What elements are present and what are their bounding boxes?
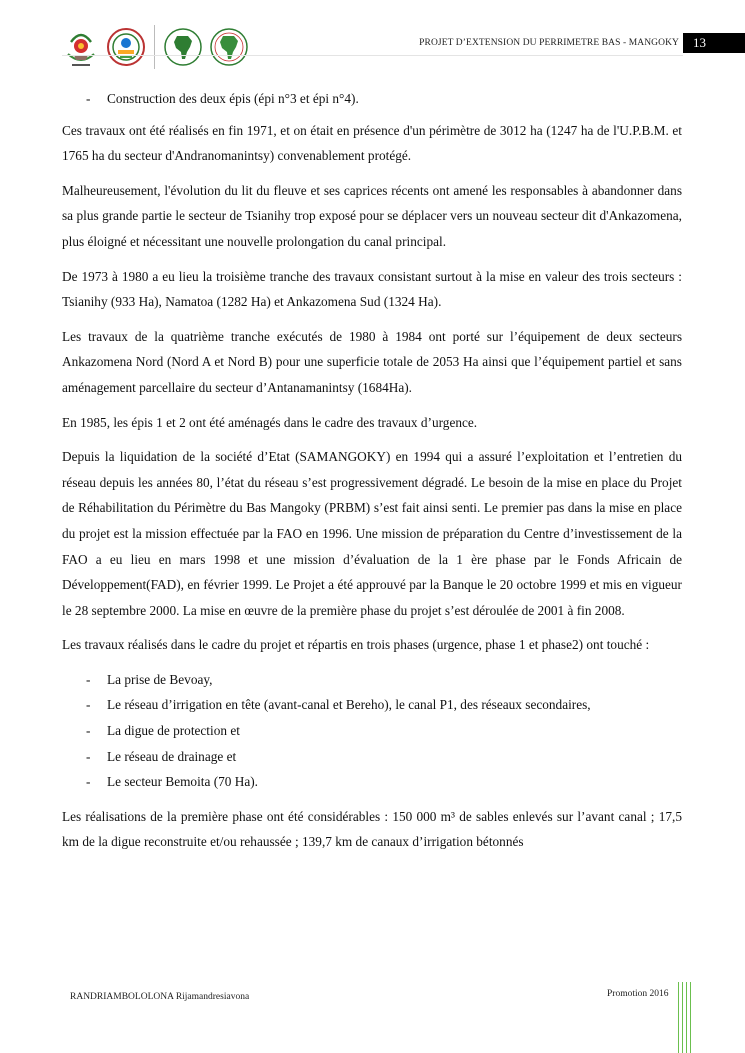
upbm-emblem-logo [106, 27, 146, 67]
paragraph: Depuis la liquidation de la société d’Etat (SAMANGOKY) en 1994 qui a assuré l’exploitation et l’entretien du réseau depuis les années 80, l’état du réseau s’est progressivement dégradé. Le besoin de la mise en place du Projet de Réhabilitation du Périmètre du Bas Mangoky (PRBM) s’est fait ainsi senti. Le premier pas dans la mise en place du projet est la mission effectuée par la FAO en 1996. Une mission de préparation du Centre d’investissement de la FAO a eu lieu en mars 1998 et une mission d’évaluation de la 1 ère phase par le Fonds Africain de Développement(FAD), en février 1999. Le Projet a été approuvé par la Banque le 20 octobre 1999 et mis en vigueur le 28 septembre 2000. La mise en œuvre de la première phase du projet s’est déroulée de 2001 à fin 2008. [62, 449, 682, 618]
list-item: - Le réseau de drainage et [62, 744, 682, 770]
african-development-bank-logo [163, 27, 203, 67]
list-item: - Le secteur Bemoita (70 Ha). [62, 769, 682, 795]
bullet-list-construction [62, 86, 682, 112]
paragraph: Les réalisations de la première phase ont été considérables : 150 000 m³ de sables enlevés sur l’avant canal ; 17,5 km de la digue reconstruite et/ou rehaussée ; 139,7 km de canaux d’irrigation bétonnés [62, 808, 682, 850]
paragraph: Malheureusement, l'évolution du lit du fleuve et ses caprices récents ont amené les responsables à abandonner dans sa plus grande partie le secteur de Tsianihy trop exposé pour se déplacer vers un nouveau secteur dit d'Ankazomena, plus éloigné et nécessitant une nouvelle prolongation du canal principal. [62, 182, 682, 249]
list-item: - Construction des deux épis (épi n°3 et épi n°4). [62, 86, 682, 112]
list-item: - Le réseau d’irrigation en tête (avant-canal et Bereho), le canal P1, des réseaux secondaires, [62, 692, 682, 718]
paragraph: De 1973 à 1980 a eu lieu la troisième tranche des travaux consistant surtout à la mise en valeur des trois secteurs : Tsianihy (933 Ha), Namatoa (1282 Ha) et Ankazomena Sud (1324 Ha). [62, 268, 682, 310]
paragraph: Les travaux de la quatrième tranche exécutés de 1980 à 1984 ont porté sur l’équipement de deux secteurs Ankazomena Nord (Nord A et Nord B) pour une superficie totale de 2053 Ha ainsi que l’équipement partiel et sans aménagement parcellaire du secteur d’Antanamanintsy (1684Ha). [62, 328, 682, 395]
paragraph: En 1985, les épis 1 et 2 ont été aménagés dans le cadre des travaux d’urgence. [62, 414, 478, 430]
footer-author: RANDRIAMBOLOLONA Rijamandresiavona [70, 992, 250, 1002]
page-number: 13 [683, 33, 745, 53]
header-logos [62, 22, 249, 72]
list-item: - La prise de Bevoay, [62, 667, 682, 693]
header-rule [62, 55, 683, 56]
logo-divider [154, 25, 155, 69]
paragraph: Les travaux réalisés dans le cadre du projet et répartis en trois phases (urgence, phase 1 et phase2) ont touché : [62, 637, 650, 653]
running-header-title: PROJET D’EXTENSION DU PERRIMETRE BAS - MANGOKY [419, 38, 679, 48]
ministry-emblem-logo [62, 24, 100, 70]
document-body [62, 86, 682, 864]
footer-promotion: Promotion 2016 [607, 989, 669, 999]
footer-decorative-bars [678, 982, 692, 1053]
african-development-fund-logo [209, 27, 249, 67]
paragraph: Ces travaux ont été réalisés en fin 1971, et on était en présence d'un périmètre de 3012 ha (1247 ha de l'U.P.B.M. et 1765 ha du secteur d'Andranomanintsy) convenablement protégé. [62, 122, 682, 164]
bullet-list-works [62, 667, 682, 795]
list-item: - La digue de protection et [62, 718, 682, 744]
